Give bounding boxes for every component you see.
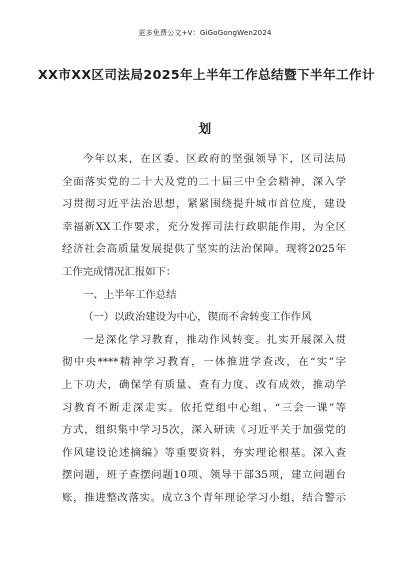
body-line: 上下功夫，确保学有质量、查有力度、改有成效，推动学 [62,378,346,391]
body-line: 今年以来，在区委、区政府的坚强领导下，区司法局 [83,153,346,165]
body-line: 彻中央****精神学习教育，一体推进学查改，在“实”字 [62,356,346,369]
body-line: 幸福新XX工作要求，充分发挥司法行政职能作用，为全区 [62,220,346,233]
section-heading: 一、上半年工作总结 [83,288,177,301]
header-note: 更多免费公文+V：GiGoGongWen2024 [138,29,272,37]
document-title-line-2: 划 [198,121,212,136]
body-line: 工作完成情况汇报如下： [62,265,177,278]
body-line: 摆问题，班子查摆问题10项、领导干部35项，建立问题台 [62,469,346,482]
body-line: 习贯彻习近平法治思想，紧紧围绕提升城市首位度，建设 [62,198,346,211]
body-line: 全面落实党的二十大及党的二十届三中全会精神，深入学 [62,175,346,188]
body-line: 方式，组织集中学习5次，深入研读《习近平关于加强党的 [62,424,346,437]
subsection-heading: （一）以政治建设为中心，锲而不舍转变工作作风 [83,311,312,324]
document-title-line-1: XX市XX区司法局2025年上半年工作总结暨下半年工作计 [38,67,375,82]
body-line: 账，推进整改落实。成立3个青年理论学习小组，结合警示 [62,491,346,504]
body-line: 经济社会高质量发展提供了坚实的法治保障。现将2025年 [62,243,346,256]
body-line: 习教育不断走深走实。依托党组中心组、“三会一课”等 [62,401,346,414]
body-line: 作风建设论述摘编》等重要资料，夯实理论根基。深入查 [62,446,346,459]
body-line: 一是深化学习教育，推动作风转变。扎实开展深入贯 [83,333,346,346]
document-body [62,148,346,510]
